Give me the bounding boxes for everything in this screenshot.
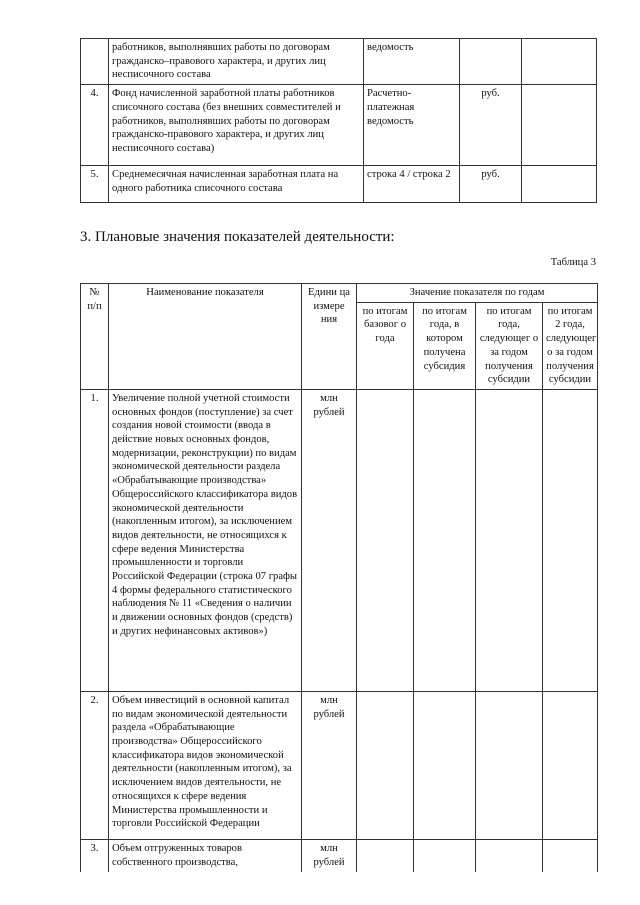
section-title: 3. Плановые значения показателей деятельности: bbox=[80, 229, 395, 245]
table-row bbox=[81, 166, 597, 203]
table-row bbox=[81, 85, 597, 166]
table-caption: Таблица 3 bbox=[550, 257, 596, 268]
header-next-year-2: по итогам 2 года, следующег о за годом получения субсидии bbox=[543, 302, 598, 389]
value-cell bbox=[543, 839, 598, 872]
header-row bbox=[81, 284, 598, 303]
header-years-group: Значение показателя по годам bbox=[357, 284, 598, 303]
unit bbox=[460, 39, 522, 85]
value-cell bbox=[357, 389, 414, 691]
data-source: Расчетно-платежная ведомость bbox=[364, 85, 460, 166]
header-name: Наименование показателя bbox=[109, 284, 302, 390]
value-cell bbox=[476, 839, 543, 872]
indicator-name: работников, выполнявших работы по договорам гражданско–правового характера, и других лиц несписочного состава bbox=[109, 39, 364, 85]
indicator-name: Объем инвестиций в основной капитал по видам экономической деятельности раздела «Обрабатывающие производства» Общероссийского классификатора видов экономической деятельности (накопленным итогом), за исключением видов деятельности, не относящихся к сфере ведения Министерства промышленности и торговли Российской Федерации bbox=[109, 691, 302, 839]
indicators-source-table bbox=[80, 38, 597, 203]
empty-cell bbox=[522, 39, 597, 85]
value-cell bbox=[357, 839, 414, 872]
row-number: 4. bbox=[81, 85, 109, 166]
unit: руб. bbox=[460, 166, 522, 203]
table-row bbox=[81, 691, 598, 839]
data-source: ведомость bbox=[364, 39, 460, 85]
planned-values-table bbox=[80, 283, 598, 872]
value-cell bbox=[543, 389, 598, 691]
row-number: 5. bbox=[81, 166, 109, 203]
indicator-name: Среднемесячная начисленная заработная плата на одного работника списочного состава bbox=[109, 166, 364, 203]
unit: млн рублей bbox=[302, 389, 357, 691]
value-cell bbox=[476, 389, 543, 691]
indicator-name: Фонд начисленной заработной платы работников списочного состава (без внешних совместителей и работников, выполнявших работы по договорам гражданско-правового характера, и других лиц несписочного состава) bbox=[109, 85, 364, 166]
value-cell bbox=[357, 691, 414, 839]
table-row bbox=[81, 839, 598, 872]
header-base-year: по итогам базовог о года bbox=[357, 302, 414, 389]
unit: руб. bbox=[460, 85, 522, 166]
empty-cell bbox=[522, 85, 597, 166]
row-number: 1. bbox=[81, 389, 109, 691]
indicator-name: Объем отгруженных товаров собственного производства, bbox=[109, 839, 302, 872]
header-num: № п/п bbox=[81, 284, 109, 390]
table-row bbox=[81, 39, 597, 85]
table-row bbox=[81, 389, 598, 691]
value-cell bbox=[543, 691, 598, 839]
header-subsidy-year: по итогам года, в котором получена субсидия bbox=[414, 302, 476, 389]
value-cell bbox=[414, 839, 476, 872]
row-number: 2. bbox=[81, 691, 109, 839]
value-cell bbox=[476, 691, 543, 839]
row-number bbox=[81, 39, 109, 85]
empty-cell bbox=[522, 166, 597, 203]
value-cell bbox=[414, 389, 476, 691]
unit: млн рублей bbox=[302, 691, 357, 839]
unit: млн рублей bbox=[302, 839, 357, 872]
indicator-name: Увеличение полной учетной стоимости основных фондов (поступление) за счет создания новой стоимости (ввода в действие новых основных фондов, модернизации, реконструкции) по видам экономической деятельности раздела «Обрабатывающие производства» Общероссийского классификатора видов экономической деятельности (накопленным итогом), за исключением видов деятельности, не относящихся к сфере ведения Министерства промышленности и торговли Российской Федерации (строка 07 графы 4 формы федерального статистического наблюдения № 11 «Сведения о наличии и движении основных фондов (средств) и других нефинансовых активов») bbox=[109, 389, 302, 691]
value-cell bbox=[414, 691, 476, 839]
header-unit: Едини ца измере ния bbox=[302, 284, 357, 390]
data-source: строка 4 / строка 2 bbox=[364, 166, 460, 203]
row-number: 3. bbox=[81, 839, 109, 872]
header-next-year-1: по итогам года, следующег о за годом получения субсидии bbox=[476, 302, 543, 389]
